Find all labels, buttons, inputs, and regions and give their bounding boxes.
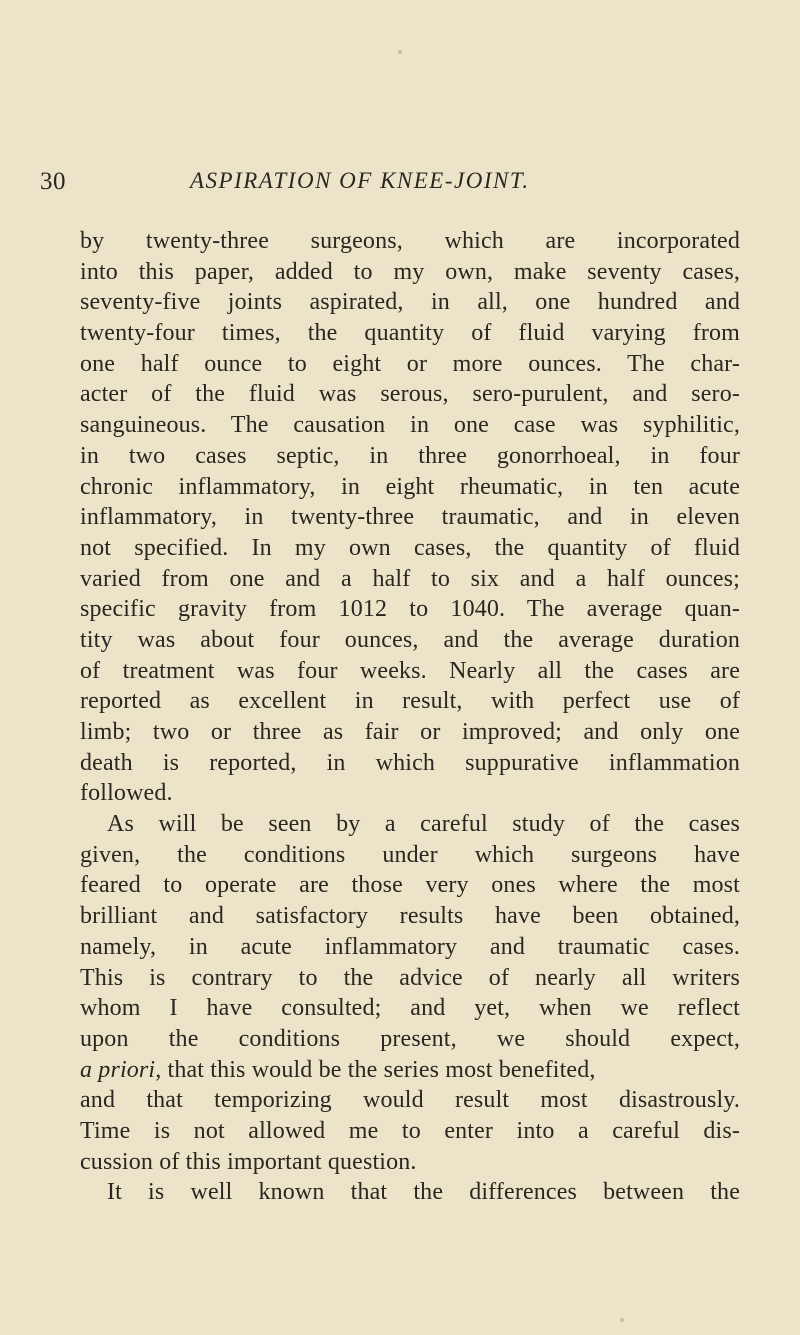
text-line: This is contrary to the advice of nearly all writers [80,964,740,991]
text-line: one half ounce to eight or more ounces. The char- [80,350,740,377]
text-line: specific gravity from 1012 to 1040. The average quan- [80,596,740,623]
text-line: into this paper, added to my own, make seventy cases, [80,258,740,285]
text-line: not specified. In my own cases, the quantity of fluid [80,534,740,561]
text-line: acter of the fluid was serous, sero-purulent, and sero- [80,381,740,408]
running-head: ASPIRATION OF KNEE-JOINT. [190,168,530,193]
text-line: limb; two or three as fair or improved; and only one [80,719,740,745]
italic-a-priori: a priori, [80,1056,162,1083]
page-header [40,168,740,200]
text-line: sanguineous. The causation in one case was syphilitic, [80,412,740,439]
body-text [80,226,740,1208]
text-line: whom I have consulted; and yet, when we reflect [80,995,740,1022]
text-line: tity was about four ounces, and the average duration [80,626,740,653]
text-line-with-italic [80,1024,740,1055]
text-line: varied from one and a half to six and a half ounces; [80,565,740,592]
text-line: brilliant and satisfactory results have been obtained, [80,903,740,930]
text-fragment: that this would be the series most benefited, [161,1056,596,1083]
text-line: by twenty-three surgeons, which are incorporated [80,228,740,254]
text-line: twenty-four times, the quantity of fluid varying from [80,320,740,347]
text-fragment: upon the conditions present, we should expect, [80,1025,740,1052]
text-line: Time is not allowed me to enter into a careful dis- [80,1117,740,1144]
text-line: death is reported, in which suppurative inflammation [80,749,740,776]
text-line: and that temporizing would result most disastrously. [80,1087,740,1114]
text-line-with-italic [80,1055,740,1086]
paper-speck [620,1318,624,1322]
text-line: feared to operate are those very ones where the most [80,872,740,899]
page-number: 30 [40,168,66,195]
text-line: seventy-five joints aspirated, in all, one hundred and [80,289,740,316]
text-line: chronic inflammatory, in eight rheumatic, in ten acute [80,473,740,500]
text-line: given, the conditions under which surgeons have [80,841,740,868]
text-line: namely, in acute inflammatory and traumatic cases. [80,933,740,960]
text-line: followed. [80,780,173,807]
text-line: cussion of this important question. [80,1148,417,1175]
paragraph-first-line: It is well known that the differences between the [107,1179,740,1206]
text-line: in two cases septic, in three gonorrhoeal, in four [80,442,740,469]
text-line: reported as excellent in result, with perfect use of [80,688,740,715]
paragraph-first-line: As will be seen by a careful study of the cases [107,811,740,838]
text-line: inflammatory, in twenty-three traumatic, and in eleven [80,504,740,531]
paper-speck [398,50,402,54]
text-line: of treatment was four weeks. Nearly all the cases are [80,657,740,684]
